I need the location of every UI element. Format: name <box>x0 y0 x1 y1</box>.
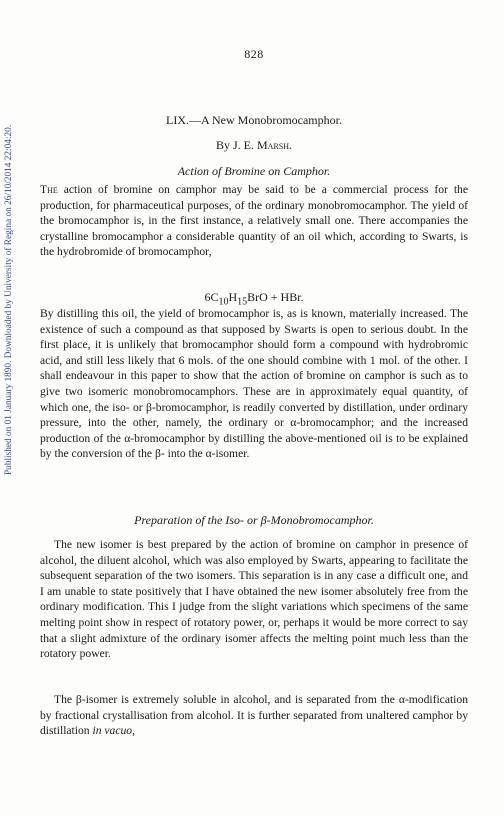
download-watermark: Published on 01 January 1890. Downloaded by University of Regina on 26/10/2014 22:04:20. <box>4 124 14 476</box>
article-author <box>40 138 468 153</box>
formula-subscript: 15 <box>237 296 248 308</box>
paragraph-3: The new isomer is best prepared by the action of bromine on camphor in presence of alcohol, the diluent alcohol, which was also employed by Swarts, appearing to facilitate the subsequent separation of the two isomers. This separation is in any case a difficult one, and I am unable to state positively that I have obtained the new isomer absolutely free from the ordinary modification. This I judge from the slight variations which specimens of the same melting point show in respect of rotatory power, or, perhaps it would be more correct to say that a slight admixture of the ordinary isomer affects the melting point much less than the rotatory power. <box>40 538 468 661</box>
paragraph-4-text: The β-isomer is extremely soluble in alcohol, and is separated from the α-modification by fractional crystallisation from alcohol. It is further separated from unaltered camphor by distillation <box>40 693 468 738</box>
section-heading-preparation: Preparation of the Iso- or β-Monobromocamphor. <box>134 513 374 527</box>
paragraph-1 <box>40 182 468 260</box>
paragraph-4-italic: in vacuo, <box>92 724 135 738</box>
byline-prefix: By J. E. <box>215 138 254 152</box>
chemical-formula <box>40 290 468 307</box>
paragraph-4 <box>40 692 468 739</box>
formula-subscript: 10 <box>218 296 229 308</box>
article-title: LIX.—A New Monobromocamphor. <box>166 113 342 127</box>
formula-part: H <box>228 290 238 304</box>
formula-part: BrO + HBr. <box>247 290 304 304</box>
paragraph-1-text: action of bromine on camphor may be said to be a commercial process for the production, for pharmaceutical purposes, of the ordinary monobromocamphor. The yield of the bromocamphor is, in the first instance, a relatively small one. There accompanies the crystalline bromocamphor a considerable quantity of an oil which, according to Swarts, is the hydrobromide of bromocamphor, <box>40 183 468 259</box>
page-number: 828 <box>244 47 264 61</box>
formula-part: 6C <box>204 290 219 304</box>
paragraph-lead-word: The <box>40 183 58 196</box>
author-surname: Marsh. <box>257 138 293 152</box>
section-heading-action: Action of Bromine on Camphor. <box>177 164 331 178</box>
paragraph-2: By distilling this oil, the yield of bromocamphor is, as is known, materially increased. The existence of such a compound as that supposed by Swarts is open to serious doubt. In the first place, it is unlikely that bromocamphor should form a compound with hydrobromic acid, and still less likely that 6 mols. of the one should combine with 1 mol. of the other. I shall endeavour in this paper to show that the action of bromine on camphor is such as to give two isomeric monobromocamphors. These are in approximately equal quantity, of which one, the iso- or β-bromocamphor, is readily converted by distillation, under ordinary pressure, into the other, namely, the ordinary or α-bromocamphor; and the increased production of the α-bromocamphor by distilling the above-mentioned oil is to be explained by the conversion of the β- into the α-isomer. <box>40 307 468 461</box>
